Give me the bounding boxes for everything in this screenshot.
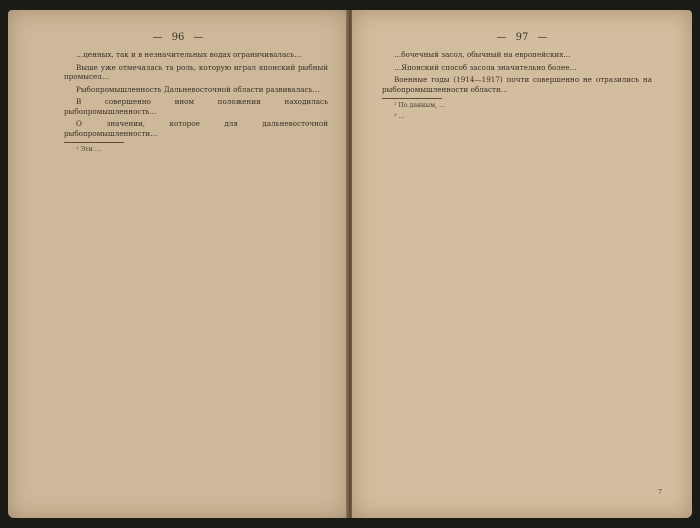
paragraph: Рыбопромышленность Дальневосточной области развивалась… bbox=[76, 84, 320, 94]
footnote: ¹ По данным, … bbox=[394, 102, 446, 109]
footnote: ¹ Эти … bbox=[76, 146, 101, 153]
left-page bbox=[8, 10, 348, 518]
paragraph: …ценных, так и в незначительных водах ограничивалась… bbox=[76, 50, 302, 59]
left-page-text bbox=[64, 50, 328, 157]
footnote: ² … bbox=[394, 113, 405, 121]
right-page-number: — 97 — bbox=[496, 32, 548, 43]
open-book bbox=[8, 10, 696, 518]
signature-mark: 7 bbox=[658, 489, 662, 496]
paragraph: Военные годы (1914—1917) почти совершенно не отразились на рыбопромышленности области… bbox=[382, 75, 652, 94]
footnote-divider bbox=[64, 142, 124, 143]
left-page-number: — 96 — bbox=[152, 32, 204, 43]
right-page-text bbox=[382, 50, 652, 124]
paragraph: В совершенно ином положении находилась рыбопромышленность… bbox=[64, 97, 328, 116]
paragraph: …Японский способ засола значительно более… bbox=[394, 62, 577, 72]
right-page bbox=[352, 10, 692, 518]
paragraph: …бочечный засол, обычный на европейских… bbox=[394, 50, 571, 59]
footnote-divider bbox=[382, 98, 442, 99]
paragraph: О значении, которое для дальневосточной рыбопромышленности… bbox=[64, 119, 328, 138]
paragraph: Выше уже отмечалась та роль, которую играл японский рыбный промысел… bbox=[64, 62, 328, 81]
